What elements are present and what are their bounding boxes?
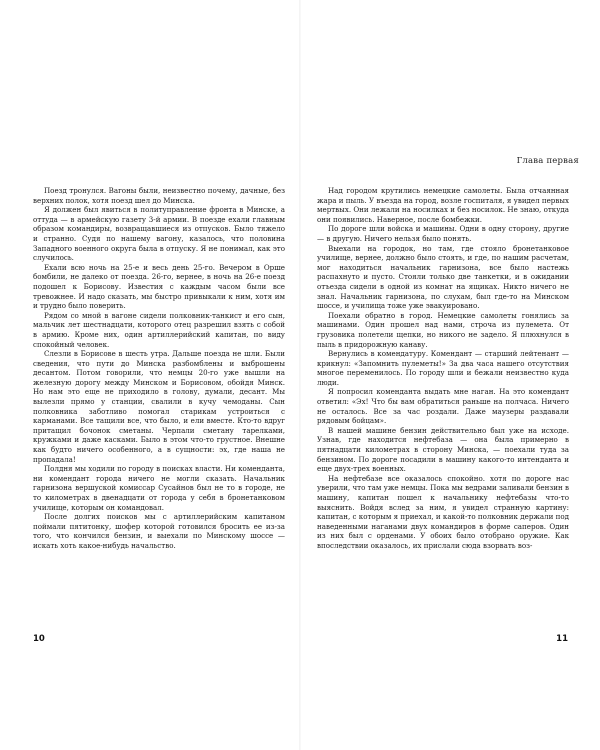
- paragraph: Ехали всю ночь на 25-е и весь день 25-го. Вечером в Орше бомбили, не далеко от поезда. 26-го, вернее, в ночь на 26-е поезд подошел к Борисову. Известия с каждым часом были все тревожнее. И надо сказать, мы быстро привыкали к ним, хотя им и трудно было поверить.: [33, 262, 285, 311]
- paragraph: Выехали на городок, но там, где стояло бронетанковое училище, вернее, должно было стоять, и где, по нашим расчетам, мог находиться начальник гарнизона, все было настежь распахнуто и пусто. Стояли только две танкетки, и в ожидании отъезда сидели в одной из комнат на ящиках. Никто ничего не знал. Начальник гарнизона, по слухам, был где-то на Минском шоссе, и училища тоже уже эвакуировано.: [317, 243, 569, 311]
- paragraph: Поезд тронулся. Вагоны были, неизвестно почему, дачные, без верхних полок, хотя поезд шел до Минска.: [33, 186, 285, 205]
- paragraph: Я попросил коменданта выдать мне наган. На это комендант ответил: «Эх! Что бы вам обратиться раньше на полчаса. Ничего не осталось. Все за час роздали. Даже маузеры раздавали рядовым бойцам».: [317, 387, 569, 426]
- page-number-left: 10: [33, 634, 45, 644]
- paragraph: Рядом со мной в вагоне сидели полковник-танкист и его сын, мальчик лет шестнадцати, которого отец разрешил взять с собой в армию. Кроме них, один артиллерийский капитан, по виду спокойный человек.: [33, 310, 285, 349]
- paragraph: Полдня мы ходили по городу в поисках власти. Ни коменданта, ни комендант города ничего не могли сказать. Начальник гарнизона вершуской комиссар Сусайнов был не то в городе, не то километрах в двенадцати от города у себя в бронетанковом училище, которым он командовал.: [33, 464, 285, 512]
- paragraph: Над городом крутились немецкие самолеты. Была отчаянная жара и пыль. У въезда на город, возле госпиталя, я увидел первых мертвых. Они лежали на носилках и без носилок. Не знаю, откуда они появились. Наверное, после бомбежки.: [317, 186, 569, 224]
- paragraph: Слезли в Борисове в шесть утра. Дальше поезда не шли. Были сведения, что пути до Минска разбомблены и выброшены десантом. Потом говорили, что немцы 20-го уже вышли на железную дорогу между Минском и Борисовом, обойдя Минск. Но нам это еще не приходило в голову, думали, десант. Мы вылезли прямо у станции, свалили в кучу чемоданы. Сын полковника заботливо помогал старикам устроиться с карманами. Все тащили все, что было, и ели вместе. Кто-то вдруг притащил бочонок сметаны. Черпали сметану тарелками, кружками и даже касками. Было в этом что-то грустное. Внешне как будто ничего особенного, а в сущности: эх, где наша не пропадала!: [33, 349, 285, 464]
- paragraph: На нефтебазе все оказалось спокойно. хотя по дороге нас уверили, что там уже немцы. Пока мы ведрами заливали бензин в машину, капитан пошел к начальнику нефтебазы что-то выяснить. Войдя вслед за ним, я увидел странную картину: капитан, с которым я приехал, и какой-то полковник держали под наведенными наганами двух командиров в форме саперов. Один из них был с орденами. У обоих было отобрано оружие. Как впоследствии оказалось, их прислали сюда взорвать воз-: [317, 473, 569, 550]
- paragraph: Я должен был явиться в политуправление фронта в Минске, а оттуда — в армейскую газету 3-й армии. В поезде ехали главным образом командиры, возвращавшиеся из отпусков. Было тяжело и странно. Судя по нашему вагону, казалось, что половина Западного военного округа была в отпуску. Я не понимал, как это случилось.: [33, 205, 285, 263]
- paragraph: Поехали обратно в город. Немецкие самолеты гонялись за машинами. Один прошел над нами, строча из пулемета. От грузовика полетели щепки, но никого не задело. Я плюхнулся в пыль в придорожную канаву.: [317, 310, 569, 349]
- right-page: [300, 0, 600, 750]
- paragraph: По дороге шли войска и машины. Одни в одну сторону, другие — в другую. Ничего нельзя было понять.: [317, 224, 569, 243]
- paragraph: После долгих поисков мы с артиллерийским капитаном поймали пятитонку, шофер которой готовился бросить ее из-за того, что кончился бензин, и выехали по Минскому шоссе — искать хоть какое-нибудь начальство.: [33, 512, 285, 550]
- running-head: Глава первая: [516, 156, 579, 166]
- page-number-right: 11: [556, 634, 568, 644]
- right-text-column: [317, 186, 569, 551]
- paragraph: Вернулись в комендатуру. Комендант — старший лейтенант — крикнул: «Запомнить пулеметы!» За два часа нашего отсутствия многое переменилось. По городу шли и бежали неизвестно куда люди.: [317, 349, 569, 387]
- left-text-column: [33, 186, 285, 551]
- paragraph: В нашей машине бензин действительно был уже на исходе. Узнав, где находится нефтебаза — она была примерно в пятнадцати километрах в сторону Минска, — поехали туда за бензином. По дороге посадили в машину какого-то интенданта и еще двух-трех военных.: [317, 425, 569, 474]
